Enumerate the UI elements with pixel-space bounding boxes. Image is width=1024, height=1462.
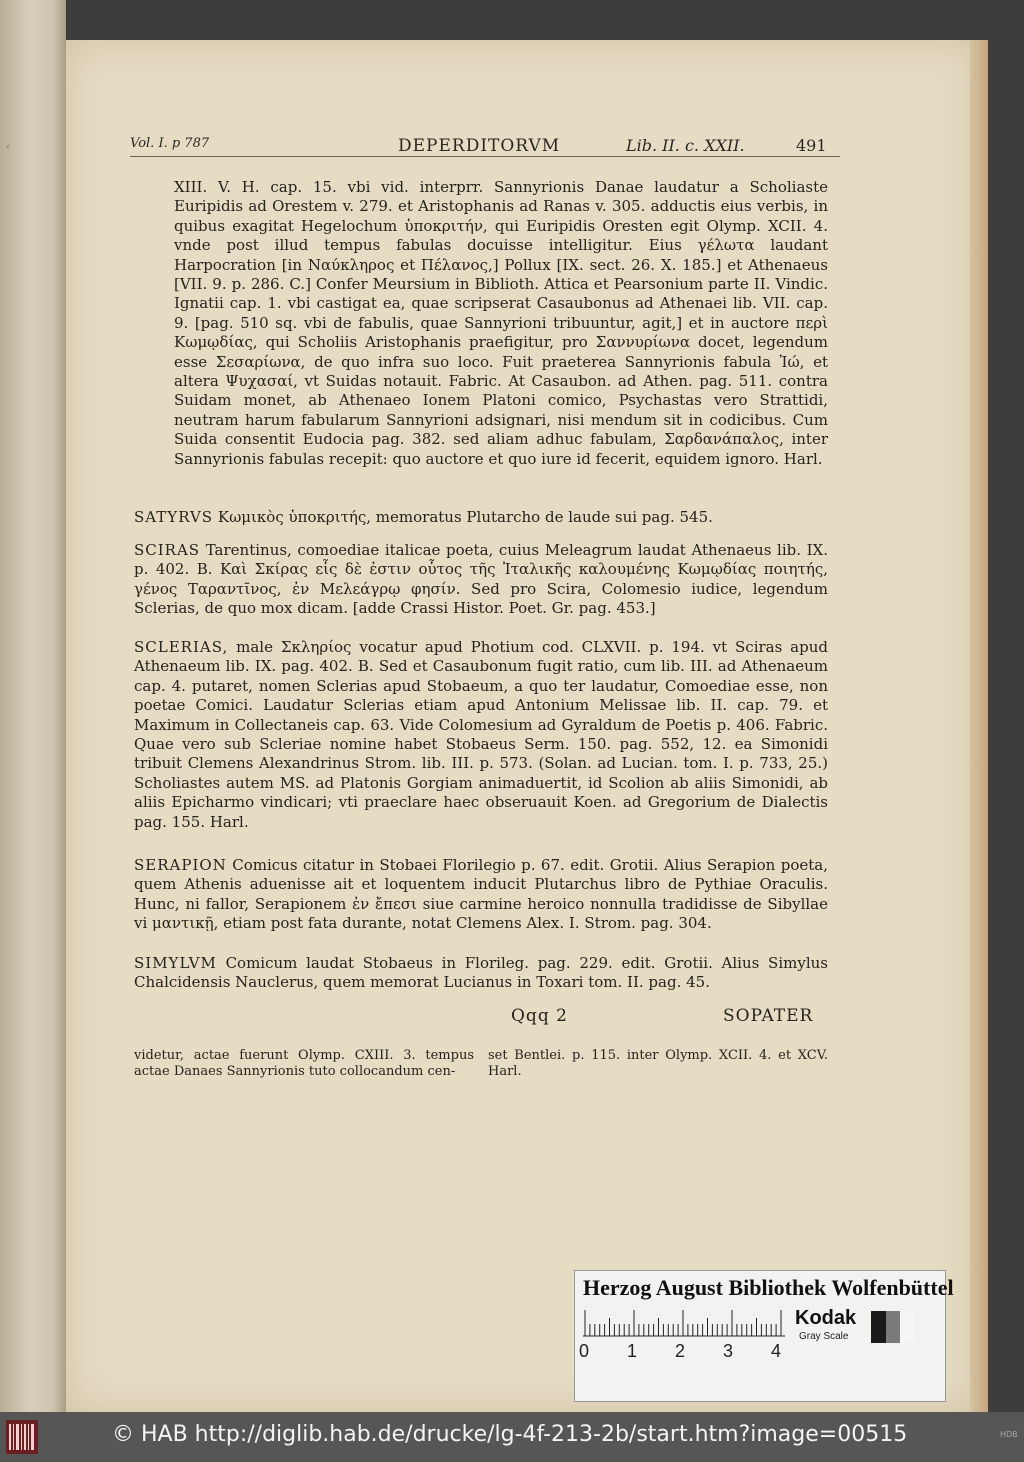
previous-page-edge [0,0,66,1412]
ruler-number: 4 [771,1341,782,1361]
entry-text: Κωμικὸς ὑποκριτής, memoratus Plutarcho de laude sui pag. 545. [217,508,713,526]
entry-heading: SCIRAS [134,541,201,559]
header-rule [130,156,840,157]
continued-paragraph: XIII. V. H. cap. 15. vbi vid. interprr. Sannyrionis Danae laudatur a Scholiaste Euripidis ad Orestem v. 279. et Aristophanis ad Ranas v. 305. adductis eius verbis, in quibus exagitat Hegelochum ὑποκριτήν, qui Euripidis Oresten egit Olymp. XCII. 4. vnde post illud tempus fabulas docuisse intelligitur. Eius γέλωτα laudant Harpocration [in Ναύκληρος et Πέλανος,] Pollux [IX. sect. 26. X. 185.] et Athenaeus [VII. 9. p. 286. C.] Confer Meursium in Biblioth. Attica et Pearsonium parte II. Vindic. Ignatii cap. 1. vbi castigat ea, quae scripserat Casaubonus ad Athenaei lib. VII. cap. 9. [pag. 510 sq. vbi de fabulis, quae Sannyrioni tribuuntur, agit,] et in auctore περὶ Κωμῳδίας, qui Scholiis Aristophanis praefigitur, pro Σαννυρίωνα docet, legendum esse Σεσαρίωνα, de quo infra suo loco. Fuit praeterea Sannyrionis fabula Ἰώ, et altera Ψυχασαί, vt Suidas notauit. Fabric. At Casaubon. ad Athen. pag. 511. contra Suidam monet, ab Athenaeo Ionem Platoni comico, Psychastas vero Strattidi, neutram harum fabularum Sannyrioni adsignari, nisi mendum sit in codicibus. Cum Suida consentit Eudocia pag. 382. sed aliam adhuc fabulam, Σαρδανάπαλος, inter Sannyrionis fabulas recepit: quo auctore et quo iure id fecerit, equidem ignoro. Harl. [174,178,828,468]
library-scale-card [574,1270,954,1402]
page-edge [970,40,988,1412]
running-title: DEPERDITORVM [398,136,561,156]
ruler-number: 3 [723,1341,734,1361]
entry-satyrus [134,508,828,527]
ruler-number: 2 [675,1341,686,1361]
book-chapter-reference: Lib. II. c. XXII. [626,136,745,155]
footer-mark: HDB [1000,1430,1018,1439]
kodak-logo: Kodak [795,1307,857,1329]
entry-heading: SATYRVS [134,508,214,526]
gray-scale-patches [871,1311,915,1343]
page-number: 491 [796,136,827,155]
kodak-subtitle: Gray Scale [799,1331,849,1342]
entry-sclerias [134,638,828,832]
margin-mark: ‹ [6,140,11,153]
ruler-scale [583,1309,785,1337]
footer-bar [0,1412,1024,1462]
footnote-left-column: videtur, actae fuerunt Olymp. CXIII. 3. tempus actae Danaes Sannyrionis tuto collocandum cen- [134,1048,474,1079]
entry-heading: SIMYLVM [134,954,217,972]
ruler-number: 0 [579,1341,590,1361]
entry-text: male Σκληρίος vocatur apud Photium cod. CLXVII. p. 194. vt Sciras apud Athenaeum lib. IX. pag. 402. B. Sed et Casaubonum fugit ratio, cum lib. III. ad Athenaeum cap. 4. putaret, nomen Sclerias apud Stobaeum, a quo ter laudatur, Comoediae esse, non poetae Comici. Laudatur Sclerias etiam apud Antonium Melissae lib. II. cap. 79. et Maximum in Collectaneis cap. 63. Vide Colomesium ad Gyraldum de Poetis p. 406. Fabric. Quae vero sub Scleriae nomine habet Stobaeus Serm. 150. pag. 552, 12. ea Simonidi tribuit Clemens Alexandrinus Strom. lib. III. p. 573. (Solan. ad Lucian. tom. I. p. 733, 25.) Scholiastes autem MS. ad Platonis Gorgiam animaduertit, id Scolion ab aliis Simonidi, ab aliis Epicharmo vindicari; vti praeclare haec obseruauit Koen. ad Gregorium de Dialectis pag. 155. Harl. [134,638,828,831]
entry-serapion [134,856,828,934]
entry-simylum [134,954,828,993]
library-name: Herzog August Bibliothek Wolfenbüttel [583,1275,954,1300]
entry-text: Comicus citatur in Stobaei Florilegio p. 67. edit. Grotii. Alius Serapion poeta, quem Athenis aduenisse ait et loquentem inducit Plutarchus libro de Pythiae Oraculis. Hunc, ni fallor, Serapionem ἐν ἔπεσι siue carmine heroico nonnulla tradidisse de Sibyllae vi μαντικῇ, etiam post fata durante, notat Clemens Alex. I. Strom. pag. 304. [134,856,828,933]
barcode-icon [6,1420,38,1454]
entry-text: Comicum laudat Stobaeus in Florileg. pag. 229. edit. Grotii. Alius Simylus Chalcidensis Nauclerus, quem memorat Lucianus in Toxari tom. II. pag. 45. [134,954,828,992]
entry-sciras [134,541,828,619]
entry-heading: SERAPION [134,856,227,874]
volume-reference: Vol. I. p 787 [130,136,210,151]
footnote-right-column: set Bentlei. p. 115. inter Olymp. XCII. 4. et XCV. Harl. [488,1048,828,1079]
catchword: SOPATER [723,1006,814,1026]
entry-text: Tarentinus, comoediae italicae poeta, cuius Meleagrum laudat Athenaeus lib. IX. p. 402. B. Καὶ Σκίρας εἷς δὲ ἐστιν οὗτος τῆς Ἰταλικῆς καλουμένης Κωμῳδίας ποιητής, γένος Ταραντῖνος, ἐν Μελεάγρῳ φησίν. Sed pro Scira, Colomesio iudice, legendum Sclerias, de quo mox dicam. [adde Crassi Histor. Poet. Gr. pag. 453.] [134,541,828,618]
entry-heading: SCLERIAS, [134,638,229,656]
signature-mark: Qqq 2 [511,1006,568,1026]
ruler-numbers [579,1341,789,1361]
ruler-number: 1 [627,1341,638,1361]
copyright-url[interactable]: © HAB http://diglib.hab.de/drucke/lg-4f-213-2b/start.htm?image=00515 [112,1422,908,1447]
running-header [130,136,840,158]
